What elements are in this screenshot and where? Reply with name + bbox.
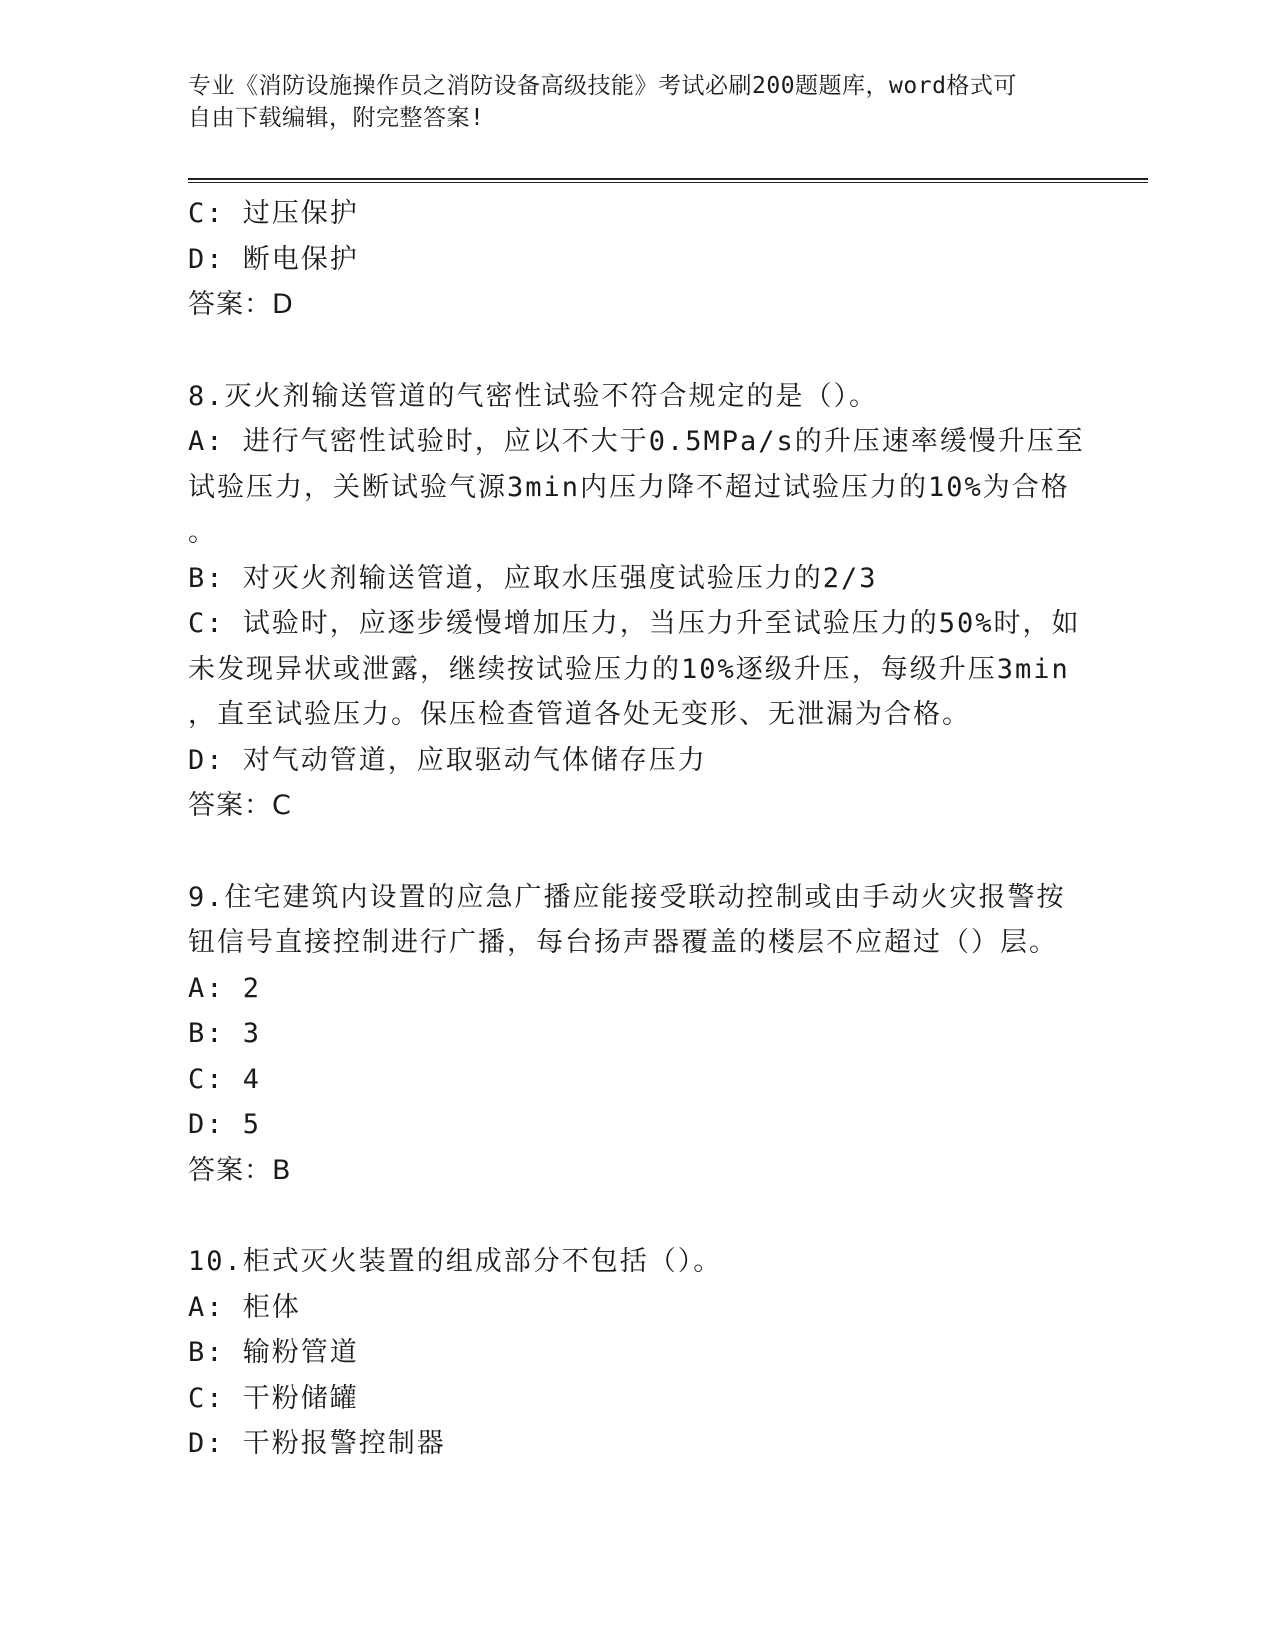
option-c: C: 过压保护	[188, 198, 359, 229]
spacer	[188, 829, 1148, 875]
option-a-cont: 。	[188, 517, 217, 548]
option-c-cont: 未发现异状或泄露，继续按试验压力的10%逐级升压，每级升压3min	[188, 653, 1070, 685]
option-b: B: 3	[188, 1018, 262, 1049]
option-a-cont: 试验压力，关断试验气源3min内压力降不超过试验压力的10%为合格	[188, 471, 1070, 503]
header-line-1: 专业《消防设施操作员之消防设备高级技能》考试必刷200题题库，word格式可	[188, 73, 1017, 99]
option-d: D: 断电保护	[188, 243, 359, 275]
option-c: C: 4	[188, 1063, 262, 1095]
spacer	[188, 328, 1148, 374]
question-list	[188, 191, 1148, 1467]
option-d: D: 对气动管道，应取驱动气体储存压力	[188, 744, 707, 776]
answer: 答案：B	[188, 1154, 292, 1186]
question-stem: 9.住宅建筑内设置的应急广播应能接受联动控制或由手动火灾报警按	[188, 881, 1066, 913]
option-c: C: 干粉储罐	[188, 1382, 359, 1414]
answer: 答案：D	[188, 289, 294, 320]
answer: 答案：C	[188, 790, 292, 821]
question-9	[188, 875, 1148, 1194]
option-d: D: 5	[188, 1109, 262, 1140]
question-8	[188, 374, 1148, 829]
question-10	[188, 1239, 1148, 1467]
question-stem: 10.柜式灭火装置的组成部分不包括（）。	[188, 1246, 723, 1277]
option-b: B: 对灭火剂输送管道，应取水压强度试验压力的2/3	[188, 562, 878, 594]
option-a: A: 柜体	[188, 1291, 301, 1323]
option-a: A: 进行气密性试验时，应以不大于0.5MPa/s的升压速率缓慢升压至	[188, 426, 1085, 457]
option-a: A: 2	[188, 972, 262, 1004]
spacer	[188, 1193, 1148, 1239]
question-prev	[188, 191, 1148, 328]
option-c-cont: ，直至试验压力。保压检查管道各处无变形、无泄漏为合格。	[188, 699, 971, 730]
header-line-2: 自由下载编辑，附完整答案!	[188, 105, 485, 131]
question-stem-cont: 钮信号直接控制进行广播，每台扬声器覆盖的楼层不应超过（）层。	[188, 927, 1058, 958]
option-d: D: 干粉报警控制器	[188, 1428, 446, 1459]
header-divider	[188, 178, 1148, 183]
document-page	[188, 70, 1148, 1467]
option-b: B: 输粉管道	[188, 1337, 359, 1368]
document-header	[188, 70, 1068, 134]
option-c: C: 试验时，应逐步缓慢增加压力，当压力升至试验压力的50%时，如	[188, 608, 1081, 639]
question-stem: 8.灭火剂输送管道的气密性试验不符合规定的是（）。	[188, 380, 879, 412]
